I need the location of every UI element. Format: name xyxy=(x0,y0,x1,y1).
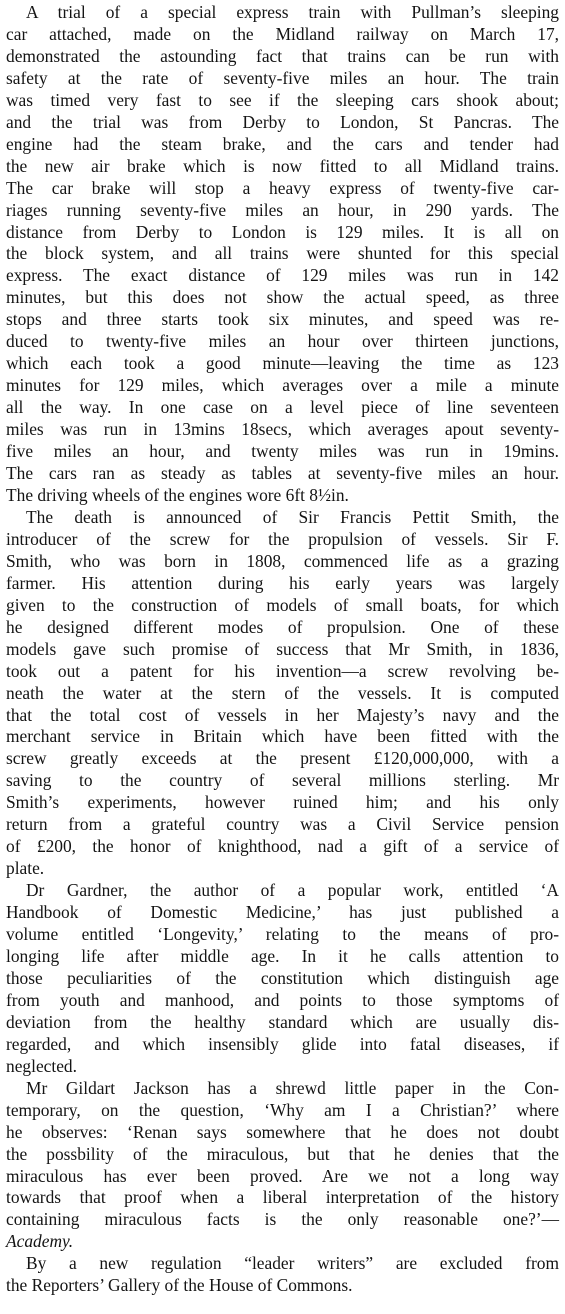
text-line: models gave such promise of success that Mr Smith, in 1836, xyxy=(6,638,559,659)
paragraph-longevity xyxy=(6,880,559,1078)
text-line: engine had the steam brake, and the cars and tender had xyxy=(6,133,559,154)
text-line: Handbook of Domestic Medicine,’ has just published a xyxy=(6,902,559,923)
text-line: introducer of the screw for the propulsion of vessels. Sir F. xyxy=(6,528,559,549)
text-line: farmer. His attention during his early years was largely xyxy=(6,572,559,593)
text-line: minutes for 129 miles, which averages over a mile a minute xyxy=(6,375,559,396)
text-line: return from a grateful country was a Civil Service pension xyxy=(6,814,559,835)
text-line: volume entitled ‘Longevity,’ relating to the means of pro- xyxy=(6,924,559,945)
text-line: and the trial was from Derby to London, St Pancras. The xyxy=(6,111,559,132)
text-line: miraculous has ever been proved. Are we not a long way xyxy=(6,1165,559,1186)
paragraph-leader-writers xyxy=(6,1253,559,1297)
text-line: safety at the rate of seventy-five miles an hour. The train xyxy=(6,67,559,88)
text-line: The car brake will stop a heavy express of twenty-five car- xyxy=(6,177,559,198)
text-line: containing miraculous facts is the only reasonable one?’— xyxy=(6,1209,559,1230)
text-line: longing life after middle age. In it he calls attention to xyxy=(6,945,559,966)
text-line: Mr Gildart Jackson has a shrewd little paper in the Con- xyxy=(26,1077,559,1098)
text-line: saving to the country of several millions sterling. Mr xyxy=(6,770,559,791)
text-line: the possbility of the miraculous, but that he denies that the xyxy=(6,1143,559,1164)
text-line: from youth and manhood, and points to those symptoms of xyxy=(6,989,559,1010)
text-line: took out a patent for his invention—a screw revolving be- xyxy=(6,660,559,681)
text-line: temporary, on the question, ‘Why am I a Christian?’ where xyxy=(6,1099,559,1120)
text-line: express. The exact distance of 129 miles was run in 142 xyxy=(6,265,559,286)
paragraph-gildart-jackson xyxy=(6,1078,559,1254)
text-line: five miles an hour, and twenty miles was run in 19mins. xyxy=(6,441,559,462)
text-line: all the way. In one case on a level piece of line seventeen xyxy=(6,397,559,418)
text-line: merchant service in Britain which have been fitted with the xyxy=(6,726,559,747)
text-line: neglected. xyxy=(6,1055,77,1076)
paragraph-express-train xyxy=(6,2,559,507)
text-line: deviation from the healthy standard which are usually dis- xyxy=(6,1011,559,1032)
text-line: given to the construction of models of small boats, for which xyxy=(6,594,559,615)
text-line: demonstrated the astounding fact that trains can be run with xyxy=(6,45,559,66)
text-line: The driving wheels of the engines wore 6ft 8½in. xyxy=(6,484,349,505)
text-line: the block system, and all trains were shunted for this special xyxy=(6,243,559,264)
text-line: those peculiarities of the constitution which distinguish age xyxy=(6,967,559,988)
text-line: that the total cost of vessels in her Majesty’s navy and the xyxy=(6,704,559,725)
text-line: A trial of a special express train with Pullman’s sleeping xyxy=(26,2,559,22)
text-line: Smith’s experiments, however ruined him; and his only xyxy=(6,792,559,813)
text-line: the Reporters’ Gallery of the House of Commons. xyxy=(6,1275,353,1296)
text-line: stops and three starts took six minutes, and speed was re- xyxy=(6,309,559,330)
text-line: of £200, the honor of knighthood, nad a gift of a service of xyxy=(6,836,559,857)
text-line: miles was run in 13mins 18secs, which averages apout seventy- xyxy=(6,419,559,440)
text-line: the new air brake which is now fitted to all Midland trains. xyxy=(6,155,559,176)
text-line: The cars ran as steady as tables at seventy-five miles an hour. xyxy=(6,463,559,484)
text-line: distance from Derby to London is 129 miles. It is all on xyxy=(6,221,559,242)
text-line: regarded, and which insensibly glide into fatal diseases, if xyxy=(6,1033,559,1054)
text-line: neath the water at the stern of the vessels. It is computed xyxy=(6,682,559,703)
source-attribution: Academy. xyxy=(6,1231,74,1252)
text-line: car attached, made on the Midland railway on March 17, xyxy=(6,23,559,44)
text-line: towards that proof when a liberal interpretation of the history xyxy=(6,1187,559,1208)
text-line: duced to twenty-five miles an hour over thirteen junctions, xyxy=(6,331,559,352)
text-line: plate. xyxy=(6,858,45,879)
text-line: By a new regulation “leader writers” are excluded from xyxy=(26,1253,559,1274)
text-line: riages running seventy-five miles an hour, in 290 yards. The xyxy=(6,199,559,220)
text-line: minutes, but this does not show the actual speed, as three xyxy=(6,287,559,308)
text-line: screw greatly exceeds at the present £120,000,000, with a xyxy=(6,748,559,769)
text-line: he observes: ‘Renan says somewhere that he does not doubt xyxy=(6,1121,559,1142)
text-line: was timed very fast to see if the sleeping cars shook about; xyxy=(6,89,559,110)
text-line: Dr Gardner, the author of a popular work, entitled ‘A xyxy=(26,880,559,901)
text-line: he designed different modes of propulsion. One of these xyxy=(6,616,559,637)
text-line: Smith, who was born in 1808, commenced life as a grazing xyxy=(6,550,559,571)
text-line: The death is announced of Sir Francis Pettit Smith, the xyxy=(26,506,559,527)
text-line: which each took a good minute—leaving the time as 123 xyxy=(6,353,559,374)
paragraph-pettit-smith xyxy=(6,507,559,880)
